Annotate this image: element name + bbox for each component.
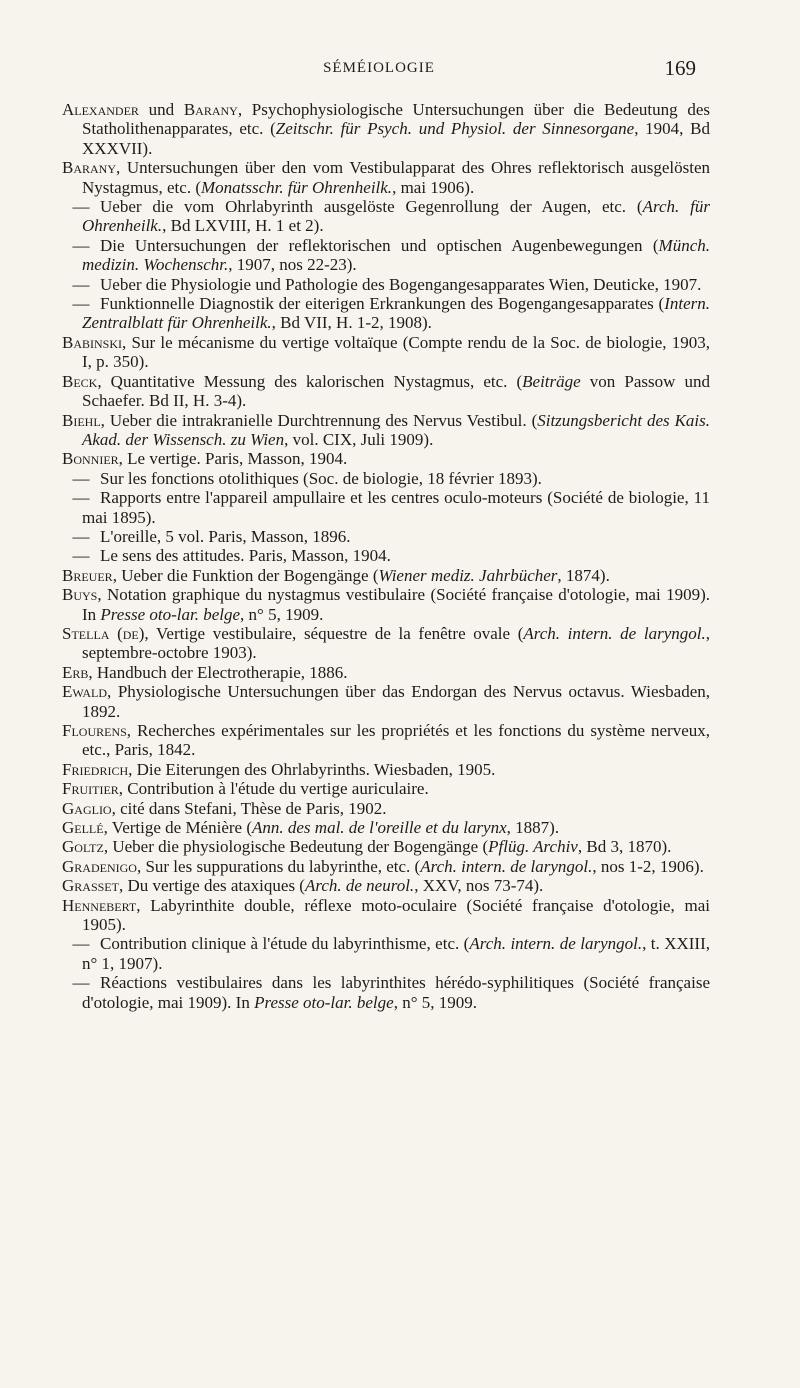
bibliography-entry — [62, 896, 710, 935]
bibliography-list — [62, 100, 710, 1012]
entry-text: , septembre-octobre 1903). — [82, 623, 710, 663]
entry-text: Réactions vestibulaires dans les labyrinthites hérédo-syphilitiques (Société française d'otologie, mai 1909). In — [82, 973, 710, 1012]
entry-text: , Bd 3, 1870). — [577, 837, 672, 857]
entry-text: , t. XXIII, n° 1, 1907). — [82, 934, 710, 973]
ditto-dash: — — [72, 934, 90, 954]
entry-author: Barany — [62, 158, 117, 178]
bibliography-entry — [62, 934, 710, 973]
entry-text: , Quantitative Messung des kalorischen Nystagmus, etc. ( — [97, 371, 523, 391]
bibliography-entry — [62, 973, 710, 1012]
bibliography-entry — [62, 799, 710, 818]
entry-author: Fruitier — [62, 779, 119, 799]
entry-author: Babinski — [62, 332, 123, 352]
entry-text: , 1887). — [506, 818, 560, 838]
entry-author: Bonnier — [62, 449, 119, 469]
entry-text: , Handbuch der Electrotherapie, 1886. — [88, 662, 348, 682]
entry-journal-title: Wiener mediz. Jahrbücher — [378, 565, 558, 585]
entry-text: , 1904, Bd XXXVII). — [82, 119, 710, 158]
ditto-dash: — — [72, 488, 90, 508]
bibliography-entry — [62, 488, 710, 527]
entry-text: , Psychophysiologische Untersuchungen über die Bedeutung des Statholithenapparates, etc. ( — [82, 100, 711, 139]
entry-journal-title: Arch. für Ohrenheilk. — [82, 197, 710, 236]
entry-text: , Untersuchungen über den vom Vestibulapparat des Ohres reflektorisch ausgelösten Nystagmus, etc. ( — [82, 158, 710, 197]
entry-journal-title: Sitzungsbericht des Kais. Akad. der Wissensch. zu Wien — [82, 410, 711, 449]
ditto-dash: — — [72, 526, 90, 546]
entry-author: Biehl — [62, 410, 101, 430]
running-head — [62, 58, 696, 84]
entry-text: ( — [109, 623, 123, 643]
entry-text: , Bd LXVIII, H. 1 et 2). — [162, 216, 324, 236]
bibliography-entry — [62, 818, 710, 837]
entry-author: Buys — [62, 585, 98, 605]
entry-text: , Ueber die intrakranielle Durchtrennung des Nervus Vestibul. ( — [100, 410, 538, 430]
entry-text: , Contribution à l'étude du vertige auriculaire. — [118, 779, 429, 799]
entry-text: von Passow und Schaefer. Bd II, H. 3-4). — [82, 371, 710, 411]
entry-journal-title: Presse oto-lar. belge — [100, 604, 241, 624]
entry-author: Beck — [62, 371, 98, 391]
entry-journal-title: Monatsschr. für Ohrenheilk. — [200, 177, 393, 197]
entry-journal-title: Pflüg. Archiv — [488, 837, 578, 857]
bibliography-entry — [62, 663, 710, 682]
ditto-dash: — — [72, 197, 90, 217]
entry-author: Breuer — [62, 565, 113, 585]
entry-journal-title: Arch. de neurol. — [304, 876, 415, 896]
entry-text: , Labyrinthite double, réflexe moto-oculaire (Société française d'otologie, mai 1905). — [82, 895, 710, 935]
entry-text: , XXV, nos 73-74). — [414, 876, 544, 896]
bibliography-entry — [62, 682, 710, 721]
bibliography-entry — [62, 876, 710, 895]
entry-journal-title: Ann. des mal. de l'oreille et du larynx — [252, 818, 507, 838]
entry-author: Gellé — [62, 818, 104, 838]
entry-coauthor: de — [122, 623, 139, 643]
ditto-dash: — — [72, 274, 90, 294]
bibliography-entry — [62, 566, 710, 585]
entry-journal-title: Arch. intern. de laryngol. — [469, 934, 643, 954]
entry-text: Sur les fonctions otolithiques (Soc. de biologie, 18 février 1893). — [100, 468, 542, 488]
entry-text: , n° 5, 1909. — [393, 992, 478, 1012]
entry-text: , nos 1-2, 1906). — [592, 856, 704, 876]
bibliography-entry — [62, 449, 710, 468]
entry-author: Grasset — [62, 876, 119, 896]
entry-author: Gradenigo — [62, 856, 137, 876]
entry-journal-title: Beiträge — [522, 371, 581, 391]
entry-journal-title: Presse oto-lar. belge — [254, 992, 394, 1012]
bibliography-entry — [62, 585, 710, 624]
entry-text: , Recherches expérimentales sur les propriétés et les fonctions du système nerveux, etc., Paris, 1842. — [82, 721, 710, 760]
entry-coauthor: Barany — [183, 100, 238, 119]
entry-journal-title: Zeitschr. für Psych. und Physiol. der Sinnesorgane — [275, 119, 635, 139]
entry-text: , Sur le mécanisme du vertige voltaïque (Compte rendu de la Soc. de biologie, 1903, I, p. 350). — [82, 332, 710, 372]
entry-text: , Bd VII, H. 1-2, 1908). — [271, 313, 432, 333]
bibliography-entry — [62, 372, 710, 411]
entry-text: , Vertige de Ménière ( — [103, 818, 252, 838]
entry-text: , Ueber die physiologische Bedeutung der Bogengänge ( — [103, 837, 489, 857]
entry-text: Contribution clinique à l'étude du labyrinthisme, etc. ( — [100, 934, 470, 954]
entry-text: Ueber die Physiologie und Pathologie des Bogengangesapparates Wien, Deuticke, 1907. — [100, 274, 702, 294]
bibliography-entry — [62, 333, 710, 372]
bibliography-entry — [62, 624, 710, 663]
entry-text: , vol. CIX, Juli 1909). — [284, 429, 434, 449]
entry-text: Ueber die vom Ohrlabyrinth ausgelöste Gegenrollung der Augen, etc. ( — [100, 197, 643, 217]
entry-text: , 1907, nos 22-23). — [228, 255, 357, 275]
bibliography-entry — [62, 779, 710, 798]
entry-author: Gaglio — [62, 798, 112, 818]
entry-text: , Ueber die Funktion der Bogengänge ( — [112, 565, 379, 585]
entry-text: , mai 1906). — [392, 177, 475, 197]
entry-journal-title: Arch. intern. de laryngol. — [523, 623, 706, 643]
entry-text: Le sens des attitudes. Paris, Masson, 1904. — [100, 546, 391, 566]
running-title: SÉMÉIOLOGIE — [323, 60, 435, 76]
entry-journal-title: Arch. intern. de laryngol. — [420, 856, 593, 876]
entry-author: Alexander — [62, 100, 139, 119]
entry-text: , Du vertige des ataxiques ( — [118, 876, 305, 896]
entry-journal-title: Münch. medizin. Wochenschr. — [82, 235, 710, 275]
bibliography-entry — [62, 527, 710, 546]
bibliography-entry — [62, 546, 710, 565]
bibliography-entry — [62, 275, 710, 294]
ditto-dash: — — [72, 546, 90, 566]
entry-author: Hennebert — [62, 895, 137, 915]
entry-text: , Notation graphique du nystagmus vestibulaire (Société française d'otologie, mai 1909). In — [82, 585, 710, 624]
bibliography-entry — [62, 100, 710, 158]
ditto-dash: — — [72, 468, 90, 488]
bibliography-entry — [62, 294, 710, 333]
entry-text: L'oreille, 5 vol. Paris, Masson, 1896. — [100, 526, 351, 546]
entry-text: , cité dans Stefani, Thèse de Paris, 1902. — [111, 798, 387, 818]
entry-author: Goltz — [62, 837, 104, 857]
ditto-dash: — — [72, 235, 90, 255]
bibliography-entry — [62, 158, 710, 197]
bibliography-entry — [62, 857, 710, 876]
entry-text: Rapports entre l'appareil ampullaire et les centres oculo-moteurs (Société de biologie, 11 mai 1895). — [82, 488, 710, 527]
entry-author: Flourens — [62, 721, 127, 740]
bibliography-entry — [62, 411, 710, 450]
bibliography-entry — [62, 469, 710, 488]
entry-text: Funktionnelle Diagnostik der eiterigen Erkrankungen des Bogengangesapparates ( — [100, 294, 665, 314]
entry-text: , Sur les suppurations du labyrinthe, etc. ( — [136, 856, 421, 876]
entry-text: , Die Eiterungen des Ohrlabyrinths. Wiesbaden, 1905. — [128, 759, 496, 779]
entry-text: ), Vertige vestibulaire, séquestre de la fenêtre ovale ( — [138, 623, 524, 643]
page-number: 169 — [664, 56, 696, 80]
entry-author: Stella — [62, 623, 110, 643]
ditto-dash: — — [72, 973, 90, 993]
entry-text: und — [138, 100, 184, 119]
entry-text: , n° 5, 1909. — [240, 604, 324, 624]
entry-text: , Le vertige. Paris, Masson, 1904. — [118, 449, 348, 469]
entry-text: , Physiologische Untersuchungen über das Endorgan des Nervus octavus. Wiesbaden, 1892. — [82, 682, 710, 721]
bibliography-entry — [62, 236, 710, 275]
entry-author: Ewald — [62, 682, 108, 702]
entry-text: Die Untersuchungen der reflektorischen und optischen Augenbewegungen ( — [100, 235, 659, 255]
entry-author: Erb — [62, 662, 89, 682]
bibliography-entry — [62, 721, 710, 760]
entry-author: Friedrich — [62, 759, 129, 779]
bibliography-entry — [62, 197, 710, 236]
ditto-dash: — — [72, 294, 90, 314]
bibliography-entry — [62, 760, 710, 779]
entry-text: , 1874). — [557, 565, 610, 585]
bibliography-entry — [62, 837, 710, 856]
entry-journal-title: Intern. Zentralblatt für Ohrenheilk. — [82, 294, 710, 333]
